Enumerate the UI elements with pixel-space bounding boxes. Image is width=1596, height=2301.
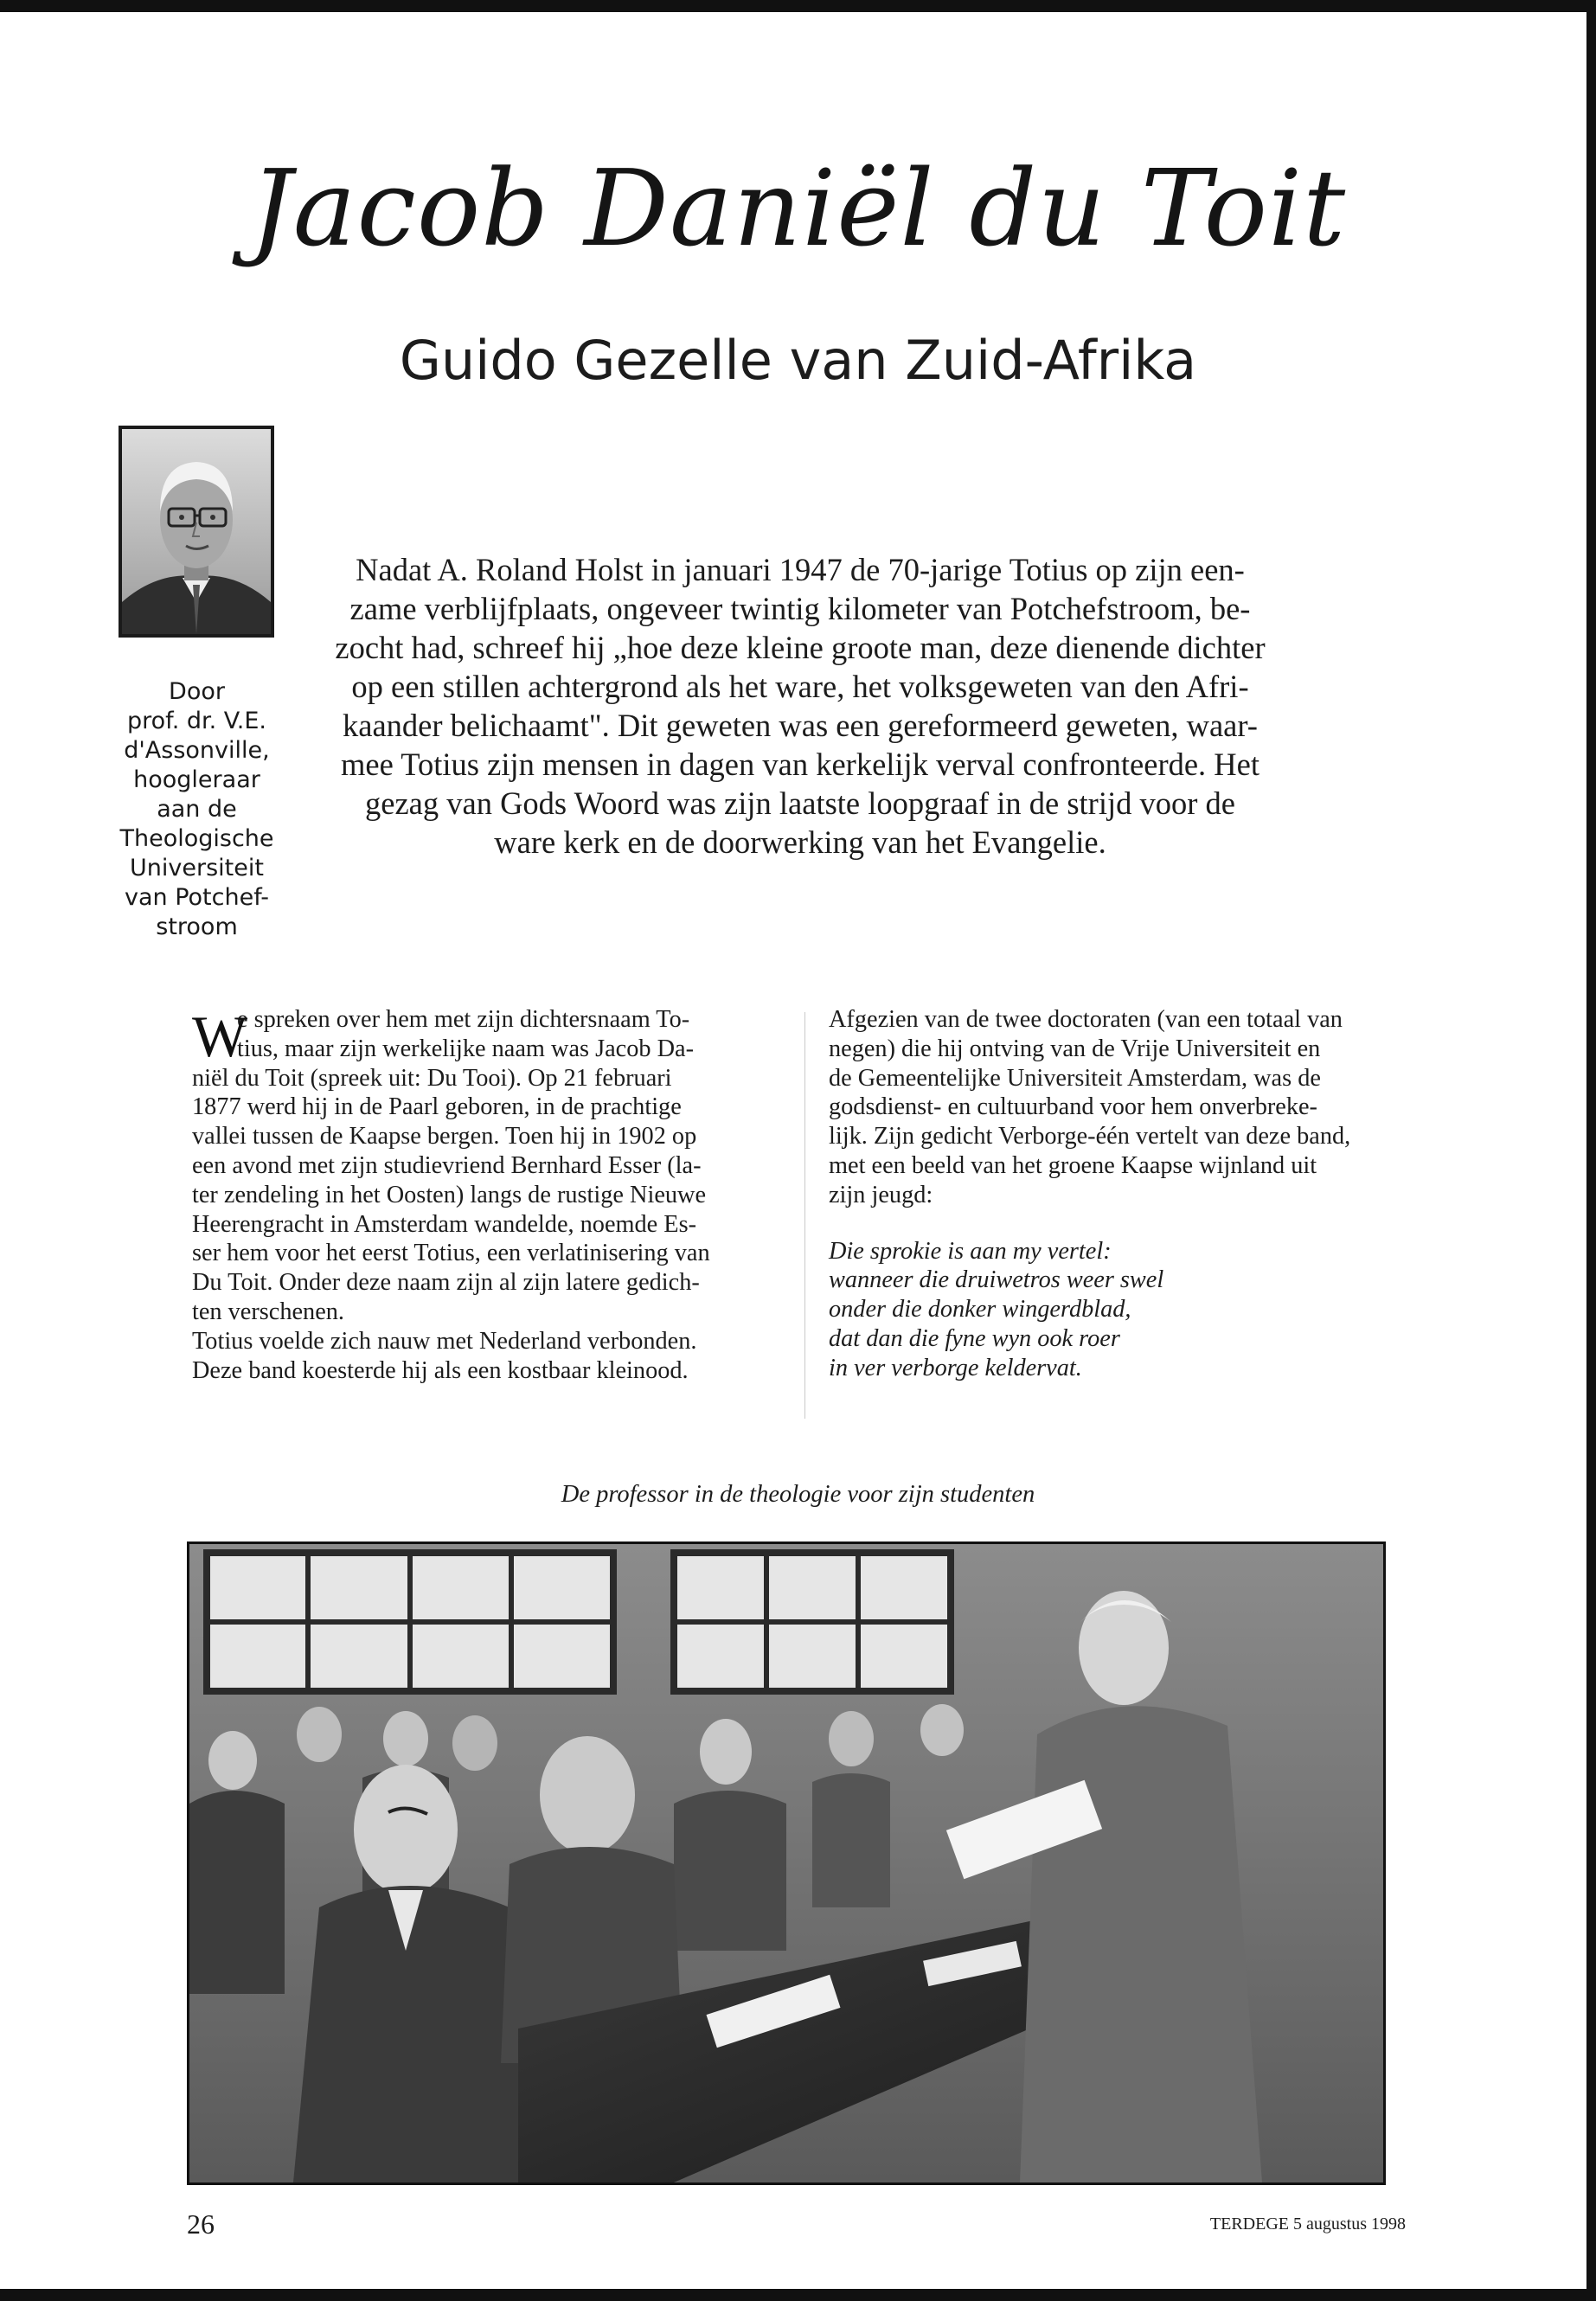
intro-line: op een stillen achtergrond als het ware, het volksgeweten van den Afri- xyxy=(351,669,1249,704)
poem-line: Die sprokie is aan my vertel: xyxy=(829,1237,1112,1265)
body-line: met een beeld van het groene Kaapse wijnland uit xyxy=(829,1151,1317,1179)
author-line: van Potchef- xyxy=(125,884,269,911)
author-portrait xyxy=(119,426,274,638)
body-line: zijn jeugd: xyxy=(829,1181,933,1208)
intro-line: gezag van Gods Woord was zijn laatste loopgraaf in de strijd voor de xyxy=(365,785,1235,821)
body-line: lijk. Zijn gedicht Verborge-één vertelt van deze band, xyxy=(829,1123,1351,1150)
page-border-bottom xyxy=(0,2289,1596,2301)
page-number: 26 xyxy=(187,2208,215,2240)
poem-line: in ver verborge keldervat. xyxy=(829,1354,1082,1381)
body-line: de Gemeentelijke Universiteit Amsterdam, was de xyxy=(829,1064,1321,1092)
poem xyxy=(829,1237,1400,1383)
body-line: ten verschenen. xyxy=(192,1298,344,1325)
intro-line: ware kerk en de doorwerking van het Evangelie. xyxy=(494,824,1106,860)
body-line: vallei tussen de Kaapse bergen. Toen hij in 1902 op xyxy=(192,1123,697,1150)
body-line: niël du Toit (spreek uit: Du Tooi). Op 21 februari xyxy=(192,1064,672,1092)
intro-line: Nadat A. Roland Holst in januari 1947 de 70-jarige Totius op zijn een- xyxy=(356,552,1245,587)
photo-caption: De professor in de theologie voor zijn studenten xyxy=(561,1481,1035,1508)
author-line: Theologische xyxy=(119,825,274,852)
body-line: Afgezien van de twee doctoraten (van een totaal van xyxy=(829,1006,1343,1033)
author-line: d'Assonville, xyxy=(124,737,270,764)
body-line: Du Toit. Onder deze naam zijn al zijn latere gedich- xyxy=(192,1269,700,1297)
body-line: Heerengracht in Amsterdam wandelde, noemde Es- xyxy=(192,1210,697,1238)
intro-line: zame verblijfplaats, ongeveer twintig kilometer van Potchefstroom, be- xyxy=(349,591,1251,626)
author-line: Door xyxy=(169,678,225,705)
intro-line: kaander belichaamt". Dit geweten was een gereformeerd geweten, waar- xyxy=(343,708,1258,743)
page-border-top xyxy=(0,0,1596,12)
poem-line: wanneer die druiwetros weer swel xyxy=(829,1266,1164,1294)
author-line: Universiteit xyxy=(130,855,264,881)
author-line: aan de xyxy=(157,796,237,823)
author-line: hoogleraar xyxy=(133,766,260,793)
classroom-photo xyxy=(187,1541,1386,2185)
intro-line: mee Totius zijn mensen in dagen van kerkelijk verval confronteerde. Het xyxy=(341,747,1259,782)
body-line: een avond met zijn studievriend Bernhard Esser (la- xyxy=(192,1151,702,1179)
author-byline xyxy=(104,677,290,942)
body-column-left xyxy=(192,1005,789,1385)
poem-line: dat dan die fyne wyn ook roer xyxy=(829,1324,1120,1352)
publication-footer: TERDEGE 5 augustus 1998 xyxy=(1209,2214,1406,2234)
intro-line: zocht had, schreef hij „hoe deze kleine groote man, deze dienende dichter xyxy=(335,630,1266,665)
dropcap-block xyxy=(192,1003,789,1069)
body-line: negen) die hij ontving van de Vrije Universiteit en xyxy=(829,1035,1321,1062)
body-line: tius, maar zijn werkelijke naam was Jacob Da- xyxy=(237,1035,695,1062)
body-line: godsdienst- en cultuurband voor hem onverbreke- xyxy=(829,1093,1317,1121)
intro-paragraph xyxy=(329,550,1272,862)
body-line: ser hem voor het eerst Totius, een verlatinisering van xyxy=(192,1240,710,1267)
body-line: Deze band koesterde hij als een kostbaar kleinood. xyxy=(192,1356,689,1384)
body-line: 1877 werd hij in de Paarl geboren, in de prachtige xyxy=(192,1093,682,1121)
author-line: prof. dr. V.E. xyxy=(126,708,266,734)
body-line: Totius voelde zich nauw met Nederland verbonden. xyxy=(192,1327,697,1355)
column-divider xyxy=(804,1012,805,1419)
body-column-right xyxy=(829,1005,1400,1383)
body-line: ter zendeling in het Oosten) langs de rustige Nieuwe xyxy=(192,1181,707,1208)
article-title: Jacob Daniël du Toit xyxy=(249,147,1347,270)
body-line: e spreken over hem met zijn dichtersnaam To- xyxy=(237,1006,690,1033)
article-subtitle: Guido Gezelle van Zuid-Afrika xyxy=(399,329,1197,392)
poem-line: onder die donker wingerdblad, xyxy=(829,1296,1131,1324)
author-line: stroom xyxy=(156,913,238,940)
drop-cap: W xyxy=(192,1003,248,1069)
